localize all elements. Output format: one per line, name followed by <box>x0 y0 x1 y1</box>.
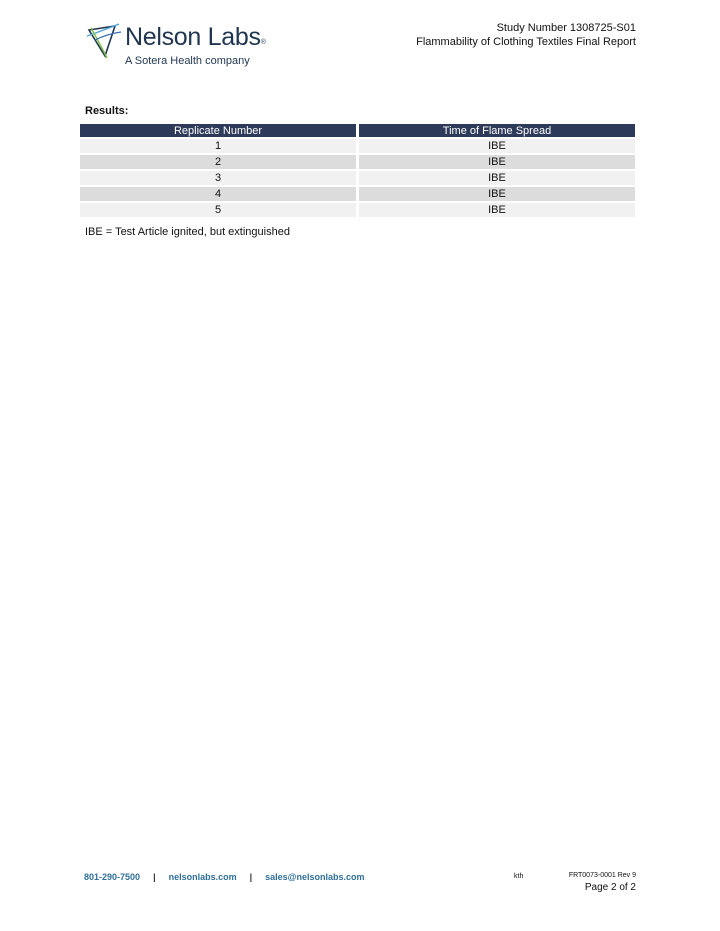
table-row <box>80 171 635 185</box>
logo-wordmark: Nelson Labs® <box>125 23 266 51</box>
flame-spread-cell: IBE <box>359 203 635 217</box>
flame-spread-cell: IBE <box>359 171 635 185</box>
column-header-flame-spread: Time of Flame Spread <box>359 124 635 137</box>
table-header-row <box>80 124 635 137</box>
company-logo <box>85 22 285 72</box>
flame-spread-cell: IBE <box>359 187 635 201</box>
table-row <box>80 187 635 201</box>
replicate-cell: 4 <box>80 187 356 201</box>
table-row <box>80 203 635 217</box>
column-header-replicate: Replicate Number <box>80 124 356 137</box>
results-table <box>77 122 638 219</box>
footer-form-number: FRT0073-0001 Rev 9 <box>568 872 636 879</box>
nelson-labs-logo-icon <box>85 22 125 62</box>
footer-phone[interactable]: 801-290-7500 <box>84 872 141 882</box>
logo-tagline: A Sotera Health company <box>125 55 250 67</box>
footer-initials: kth <box>514 873 524 880</box>
flame-spread-cell: IBE <box>359 139 635 153</box>
replicate-cell: 2 <box>80 155 356 169</box>
report-title: Flammability of Clothing Textiles Final Report <box>416 36 636 48</box>
footer-email-link[interactable]: sales@nelsonlabs.com <box>265 872 365 882</box>
report-header <box>416 21 636 49</box>
flame-spread-cell: IBE <box>359 155 635 169</box>
footer-website-link[interactable]: nelsonlabs.com <box>168 872 237 882</box>
results-footnote: IBE = Test Article ignited, but extinguished <box>85 226 290 238</box>
results-heading: Results: <box>85 105 129 117</box>
study-number: Study Number 1308725-S01 <box>496 22 636 34</box>
footer-separator: | <box>153 872 156 882</box>
footer-contact <box>84 872 364 882</box>
replicate-cell: 1 <box>80 139 356 153</box>
footer-separator: | <box>249 872 253 882</box>
table-row <box>80 155 635 169</box>
replicate-cell: 3 <box>80 171 356 185</box>
page-number: Page 2 of 2 <box>584 882 636 893</box>
table-row <box>80 139 635 153</box>
replicate-cell: 5 <box>80 203 356 217</box>
